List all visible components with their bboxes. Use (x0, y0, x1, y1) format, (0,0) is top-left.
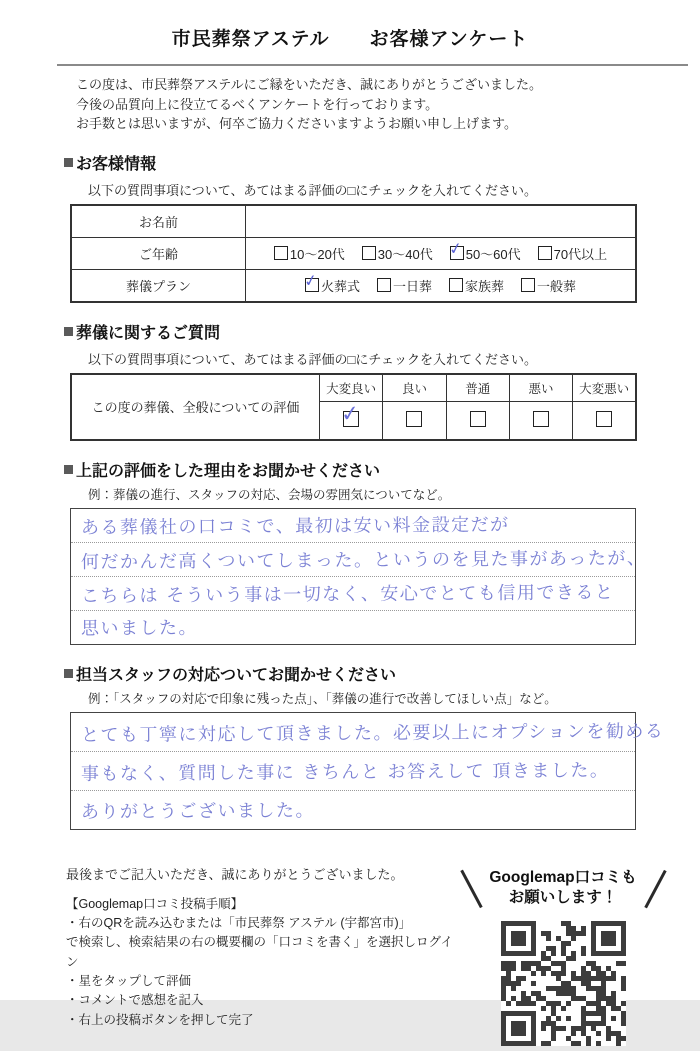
guide-step: ・星をタップして評価 (66, 974, 192, 988)
checkbox-label: 50〜60代 (465, 246, 521, 262)
funeral-question-instruction: 以下の質問事項について、あてはまる評価の□にチェックを入れてください。 (88, 351, 537, 367)
rating-checkbox-normal[interactable] (470, 411, 486, 427)
plan-option (305, 276, 360, 295)
emphasis-slash-left-icon (460, 869, 482, 907)
rating-checkbox-bad[interactable] (533, 411, 549, 427)
guide-step: ・右のQRを読み込むまたは「市民葬祭 アステル (宇都宮市)」 (66, 915, 412, 930)
plan-options (246, 276, 635, 295)
handwritten-text: 思いました。 (80, 617, 199, 640)
comment-line (71, 752, 635, 791)
comment-line (71, 509, 635, 543)
checkbox-plan-ichinichisou[interactable] (377, 278, 391, 292)
age-options (246, 244, 635, 263)
comment-line (71, 791, 635, 829)
section-heading-label: 担当スタッフの対応ついてお聞かせください (76, 666, 397, 684)
table-row (71, 237, 636, 269)
table-row (71, 205, 636, 238)
handwritten-text: 何だかんだ高くついてしまった。というのを見た事があったが、 (80, 548, 647, 573)
rating-checkbox-good[interactable] (406, 411, 422, 427)
checkbox-label: 家族葬 (465, 278, 505, 294)
checkbox-age-70-plus[interactable] (538, 246, 552, 260)
checkbox-plan-ippansou[interactable] (521, 278, 535, 292)
checkbox-age-50-60[interactable] (450, 246, 464, 260)
plan-option (521, 276, 576, 295)
guide-title: 【Googlemap口コミ投稿手順】 (66, 896, 244, 911)
comment-line (71, 713, 665, 752)
comment-line (71, 611, 635, 644)
section-funeral-question-heading (64, 320, 700, 343)
section-bullet-icon (64, 158, 73, 167)
section-bullet-icon (64, 669, 73, 678)
checkbox-age-30-40[interactable] (362, 246, 376, 260)
intro-line: お手数とは思いますが、何卒ご協力くださいますようお願い申し上げます。 (76, 116, 517, 131)
checkbox-label: 火葬式 (320, 278, 360, 294)
qr-callout (468, 864, 658, 910)
rating-header-very-bad: 大変悪い (573, 374, 636, 402)
checkbox-label: 一般葬 (537, 278, 577, 294)
guide-step: で検索し、検索結果の右の概要欄の「口コミを書く」を選択しログイン (66, 935, 453, 969)
section-customer-info-heading (64, 151, 700, 174)
closing-thanks: 最後までご記入いただき、誠にありがとうございました。 (66, 866, 404, 882)
section-bullet-icon (64, 465, 73, 474)
page-title: 市民葬祭アステル お客様アンケート (171, 29, 529, 50)
rating-header-very-good: 大変良い (320, 374, 383, 402)
checkbox-plan-kazokusou[interactable] (449, 278, 463, 292)
intro-line: 今後の品質向上に役立てるべくアンケートを行っております。 (76, 96, 439, 112)
comment-line (71, 543, 647, 577)
rating-question: この度の葬儀、全般についての評価 (71, 374, 320, 440)
callout-line: お願いします！ (508, 889, 618, 907)
plan-option (377, 276, 432, 295)
emphasis-slash-right-icon (644, 869, 666, 907)
comment-line (71, 577, 635, 611)
handwritten-text: とても丁寧に対応して頂きました。必要以上にオプションを勧める (80, 720, 665, 746)
staff-example: 例：「スタッフの対応で印象に残った点」、「葬儀の進行で改善してほしい点」など。 (88, 691, 557, 706)
rating-table (70, 373, 637, 441)
handwritten-text: ありがとうございました。 (80, 799, 316, 823)
plan-row-label: 葬儀プラン (71, 269, 246, 302)
rating-header-normal: 普通 (446, 374, 509, 402)
intro-paragraph (76, 75, 680, 134)
googlemap-guide (66, 895, 462, 1031)
handwritten-text: こちらは そういう事は一切なく、安心でとても信用できると (80, 582, 615, 607)
section-staff-heading (64, 662, 700, 685)
checkbox-plan-kasoushiki[interactable] (305, 278, 319, 292)
checkbox-label: 70代以上 (553, 246, 608, 262)
table-row (71, 374, 636, 402)
rating-checkbox-very-bad[interactable] (596, 411, 612, 427)
age-option (274, 244, 345, 263)
title-divider (57, 64, 688, 66)
age-option (538, 244, 607, 263)
reason-comment-box[interactable] (70, 508, 647, 645)
guide-step: ・コメントで感想を記入 (66, 993, 204, 1008)
section-heading-label: 上記の評価をした理由をお聞かせください (76, 462, 381, 480)
checkbox-age-10-20[interactable] (274, 246, 288, 260)
age-row-label: ご年齢 (71, 237, 246, 269)
name-row-label: お名前 (71, 205, 246, 238)
age-option (450, 244, 521, 263)
footer (66, 864, 700, 1047)
staff-comment-box[interactable] (70, 712, 665, 830)
rating-header-good: 良い (383, 374, 446, 402)
customer-info-instruction: 以下の質問事項について、あてはまる評価の□にチェックを入れてください。 (88, 182, 537, 198)
name-field[interactable] (246, 205, 637, 238)
section-heading-label: 葬儀に関するご質問 (76, 324, 221, 342)
age-option (362, 244, 433, 263)
checkbox-label: 30〜40代 (377, 246, 433, 262)
handwritten-text: ある葬儀社の口コミで、最初は安い料金設定だが (80, 514, 510, 539)
qr-code (501, 921, 626, 1046)
rating-header-bad: 悪い (509, 374, 572, 402)
section-reason-heading (64, 458, 700, 481)
intro-line: この度は、市民葬祭アステルにご縁をいただき、誠にありがとうございました。 (76, 77, 543, 92)
guide-step: ・右上の投稿ボタンを押して完了 (66, 1012, 254, 1027)
rating-checkbox-very-good[interactable] (343, 411, 359, 427)
callout-line: Googlemap口コミも (489, 868, 637, 886)
reason-example: 例：葬儀の進行、スタッフの対応、会場の雰囲気についてなど。 (88, 487, 451, 502)
plan-option (449, 276, 504, 295)
customer-info-table (70, 204, 637, 303)
checkbox-label: 一日葬 (392, 278, 432, 294)
checkbox-label: 10〜20代 (289, 246, 345, 262)
table-row (71, 269, 636, 302)
section-bullet-icon (64, 327, 73, 336)
handwritten-text: 事もなく、質問した事に きちんと お答えして 頂きました。 (80, 759, 610, 785)
section-heading-label: お客様情報 (76, 155, 157, 173)
